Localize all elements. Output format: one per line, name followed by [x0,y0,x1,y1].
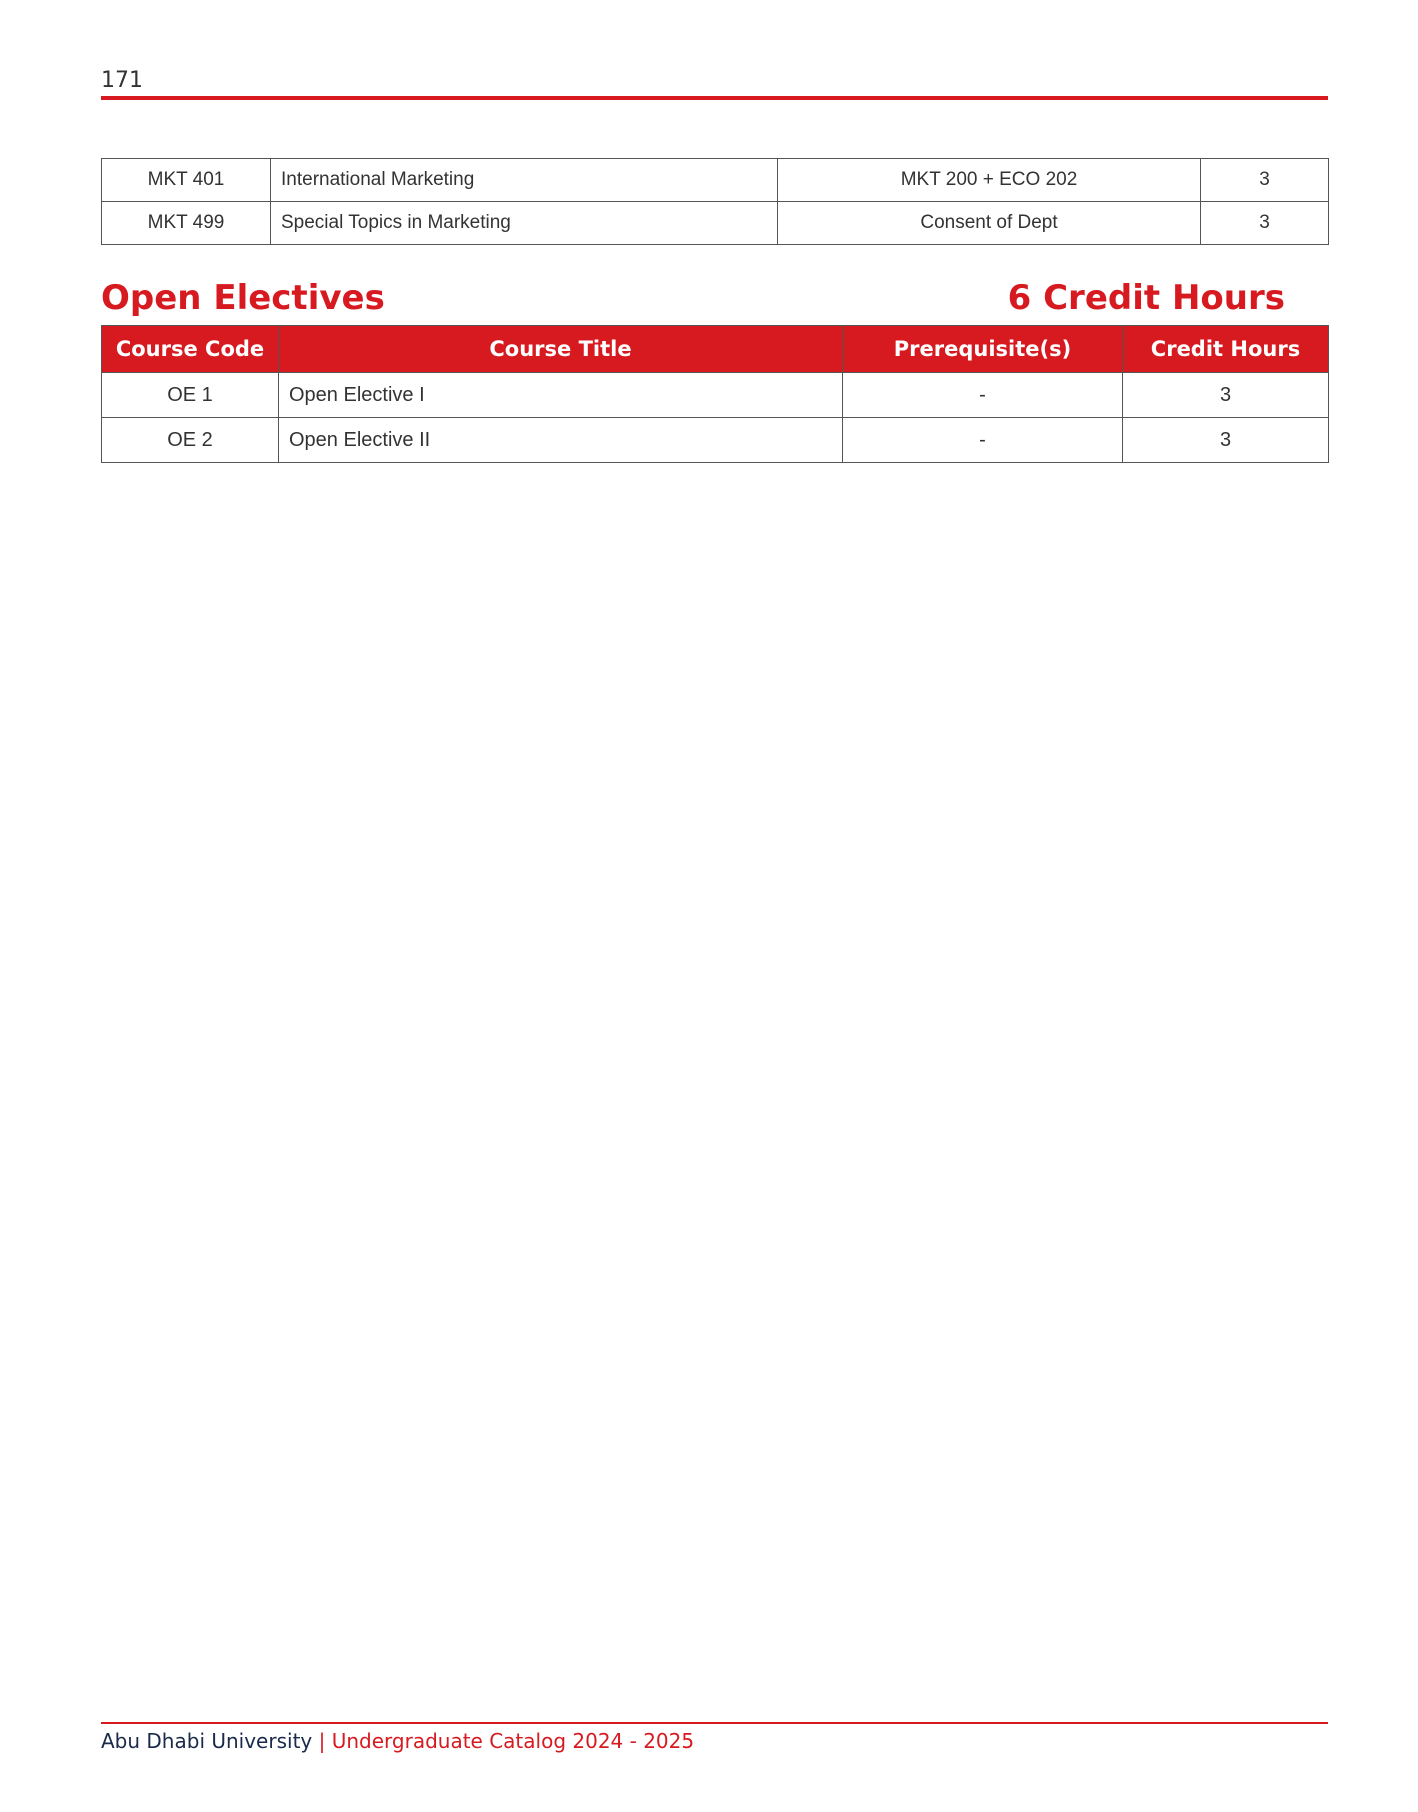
credit-hours-cell: 3 [1123,373,1329,418]
footer [101,1729,694,1753]
course-code-cell: MKT 401 [102,159,271,202]
prerequisite-cell: - [843,373,1123,418]
course-code-cell: OE 2 [102,418,279,463]
credit-hours-cell: 3 [1201,202,1329,245]
table-row [102,202,1329,245]
course-code-cell: MKT 499 [102,202,271,245]
footer-catalog: Undergraduate Catalog 2024 - 2025 [331,1729,695,1753]
prerequisite-cell: - [843,418,1123,463]
section-title: Open Electives [101,278,385,318]
header-credit-hours: Credit Hours [1123,326,1329,373]
prerequisite-cell: MKT 200 + ECO 202 [778,159,1201,202]
credit-hours-cell: 3 [1123,418,1329,463]
header-prerequisites: Prerequisite(s) [843,326,1123,373]
table-row [102,418,1329,463]
course-title-cell: International Marketing [271,159,778,202]
header-course-code: Course Code [102,326,279,373]
footer-university: Abu Dhabi University [101,1729,313,1753]
table-row [102,373,1329,418]
header-course-title: Course Title [279,326,843,373]
course-title-cell: Special Topics in Marketing [271,202,778,245]
footer-divider [101,1722,1328,1724]
prerequisite-cell: Consent of Dept [778,202,1201,245]
course-table-continued [101,158,1329,245]
page-number: 171 [101,68,143,93]
table-header-row [102,326,1329,373]
credit-hours-cell: 3 [1201,159,1329,202]
section-credit-hours: 6 Credit Hours [1007,278,1285,318]
course-code-cell: OE 1 [102,373,279,418]
header-divider [101,96,1328,100]
course-title-cell: Open Elective II [279,418,843,463]
open-electives-table [101,325,1329,463]
table-row [102,159,1329,202]
footer-separator: | [318,1729,326,1753]
course-title-cell: Open Elective I [279,373,843,418]
